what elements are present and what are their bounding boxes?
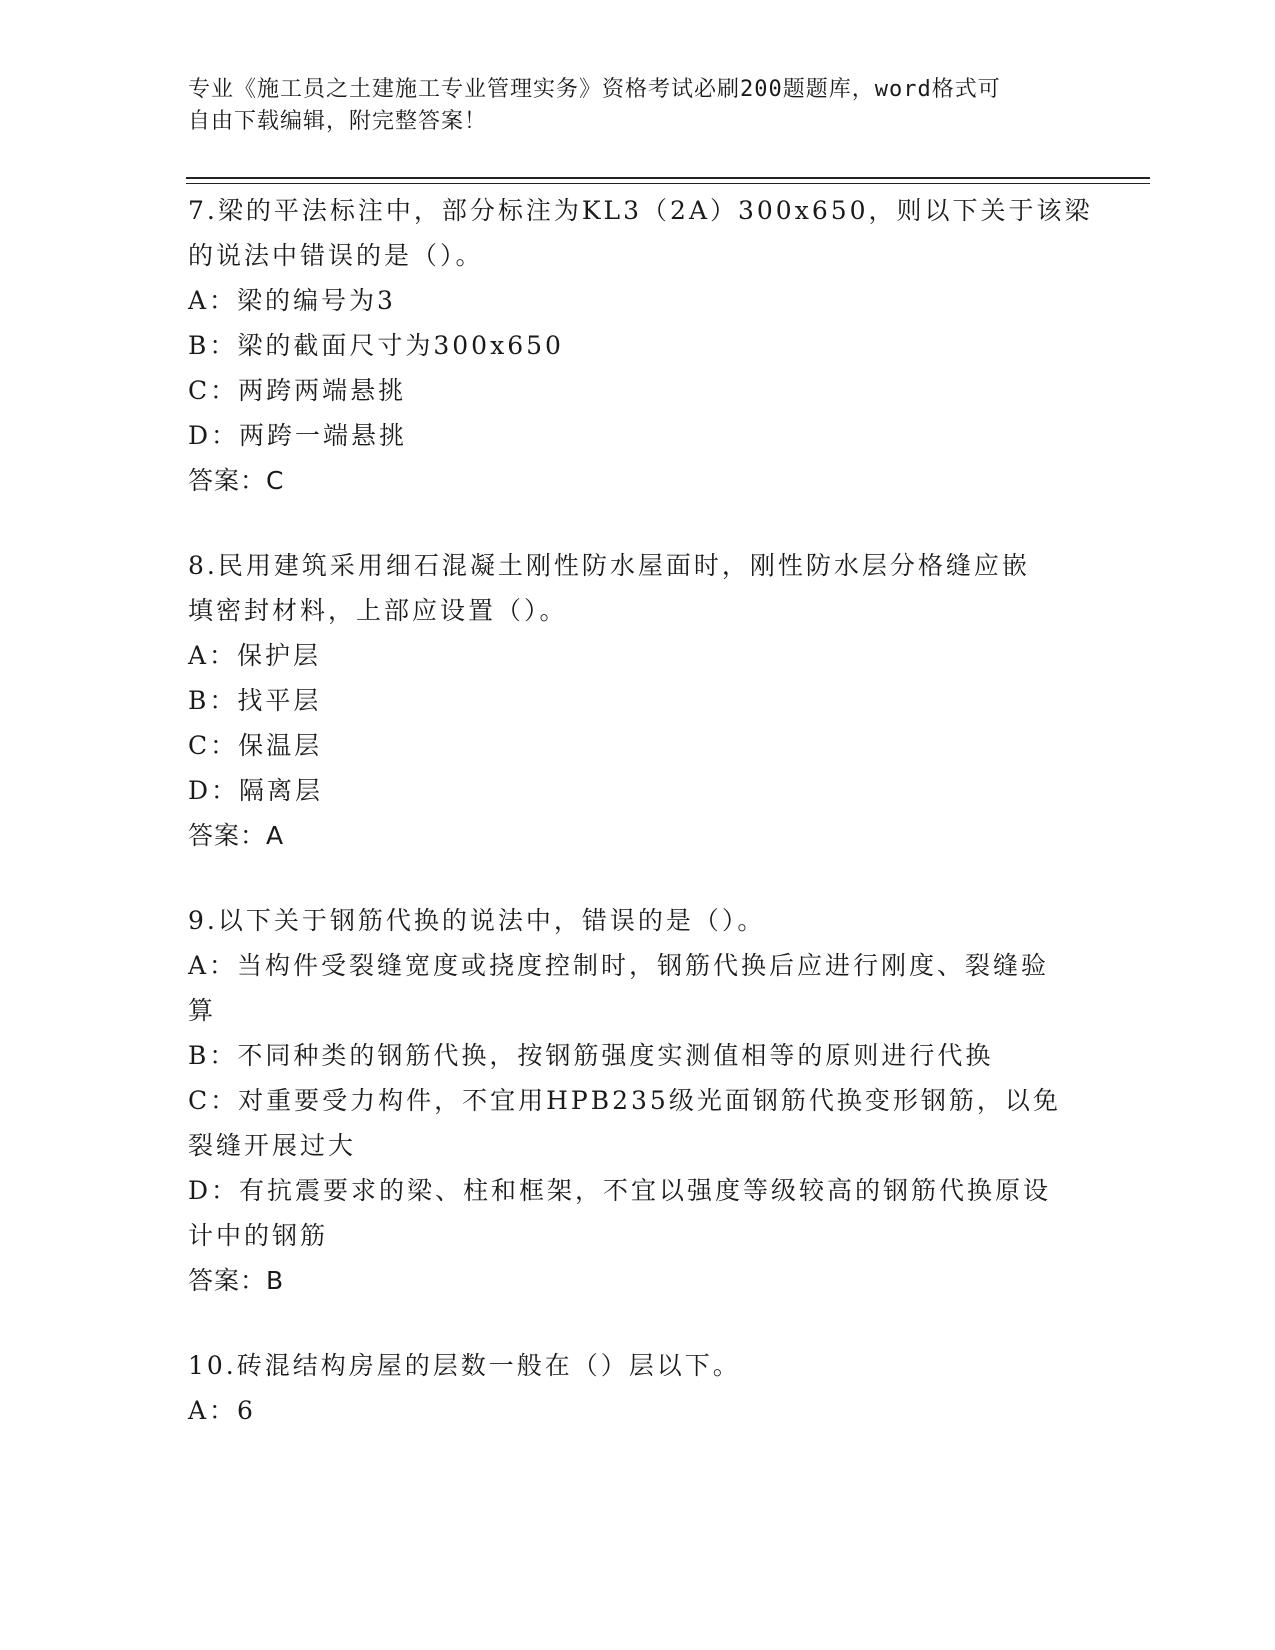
header-line: 专业《施工员之土建施工专业管理实务》资格考试必刷200题题库，word格式可 (188, 77, 1001, 102)
option-c-cont: 裂缝开展过大 (188, 1131, 357, 1160)
question-stem: 填密封材料，上部应设置（）。 (188, 596, 568, 625)
question-list (188, 188, 1093, 1473)
header-divider-thin (186, 183, 1150, 184)
question-stem: 的说法中错误的是（）。 (188, 241, 484, 270)
document-header (188, 74, 1078, 138)
answer: 答案：C (188, 466, 285, 495)
question-stem: 7.梁的平法标注中，部分标注为KL3（2A）300x650，则以下关于该梁 (188, 196, 1093, 225)
option-d: D：有抗震要求的梁、柱和框架，不宜以强度等级较高的钢筋代换原设 (188, 1176, 1052, 1205)
option-a: A：保护层 (188, 641, 322, 670)
option-d: D：隔离层 (188, 776, 324, 805)
option-a: A：6 (188, 1396, 256, 1425)
option-b: B：找平层 (188, 686, 322, 715)
question-stem: 9.以下关于钢筋代换的说法中，错误的是（）。 (188, 906, 766, 935)
option-a: A：当构件受裂缝宽度或挠度控制时，钢筋代换后应进行刚度、裂缝验 (188, 951, 1050, 980)
option-c: C：保温层 (188, 731, 323, 760)
question-9 (188, 898, 1088, 1303)
question-stem: 8.民用建筑采用细石混凝土刚性防水屋面时，刚性防水层分格缝应嵌 (188, 551, 1030, 580)
question-8 (188, 543, 1088, 858)
question-7 (188, 188, 1093, 503)
option-a: A：梁的编号为3 (188, 286, 396, 315)
question-stem: 10.砖混结构房屋的层数一般在（）层以下。 (188, 1351, 741, 1380)
header-divider (186, 177, 1150, 179)
option-a-cont: 算 (188, 996, 217, 1025)
option-b: B：梁的截面尺寸为300x650 (188, 331, 564, 360)
question-10 (188, 1343, 1088, 1433)
answer: 答案：A (188, 821, 285, 850)
option-d: D：两跨一端悬挑 (188, 421, 408, 450)
header-line: 自由下载编辑，附完整答案！ (188, 109, 488, 134)
option-c: C：两跨两端悬挑 (188, 376, 407, 405)
option-d-cont: 计中的钢筋 (188, 1221, 329, 1250)
option-b: B：不同种类的钢筋代换，按钢筋强度实测值相等的原则进行代换 (188, 1041, 994, 1070)
option-c: C：对重要受力构件，不宜用HPB235级光面钢筋代换变形钢筋，以免 (188, 1086, 1061, 1115)
answer: 答案：B (188, 1266, 285, 1295)
